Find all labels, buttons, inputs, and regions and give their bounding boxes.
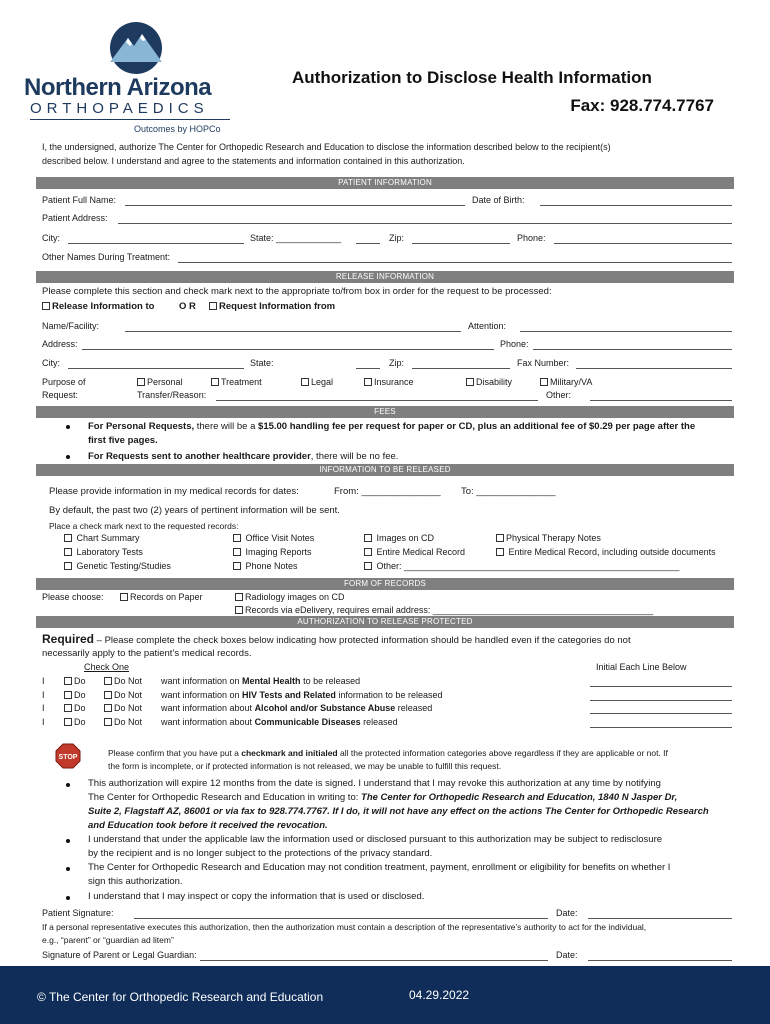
stop-notice-line-2: the form is incomplete, or if protected information is not released, we may be unable to fulfill this request. [108,761,502,771]
record-other-checkbox[interactable] [364,562,372,570]
record-office-checkbox[interactable] [233,534,241,542]
do-not-checkbox[interactable] [104,677,112,685]
fee-personal-requests-cont: first five pages. [88,435,158,446]
record-pt-checkbox[interactable] [496,534,504,542]
term-redisclosure-l2: by the recipient and is no longer subject to the protections of the privacy standard. [88,848,433,859]
record-physical-therapy[interactable]: Physical Therapy Notes [496,533,601,544]
communicable-do[interactable]: Do [64,717,86,728]
patient-zip-label: Zip: [389,233,405,243]
row-marker: I [42,690,45,700]
check-one-label: Check One [84,662,130,672]
communicable-initial-field[interactable] [590,727,732,728]
bullet-icon [66,896,70,900]
purpose-insurance-checkbox[interactable] [364,378,372,386]
row-marker: I [42,717,45,727]
stop-sign-icon [55,743,81,769]
row-marker: I [42,703,45,713]
hiv-text: want information on HIV Tests and Related information to be released [161,690,443,700]
patient-name-field[interactable] [125,205,465,206]
intro-line-2: described below. I understand and agree to the statements and information contained in this authorization. [42,156,465,166]
radiology-cd-option[interactable]: Radiology images on CD [235,592,345,603]
footer-date: 04.29.2022 [409,988,470,1002]
patient-address-field[interactable] [118,223,732,224]
other-names-field[interactable] [178,262,732,263]
edelivery-checkbox[interactable] [235,606,243,614]
alcohol-do[interactable]: Do [64,703,86,714]
section-information-released: INFORMATION TO BE RELEASED [36,464,734,476]
record-entire-outside[interactable]: Entire Medical Record, including outside documents [496,547,716,558]
guardian-signature-date-field[interactable] [588,960,732,961]
guardian-signature-label: Signature of Parent or Legal Guardian: [42,950,197,960]
patient-signature-field[interactable] [134,918,548,919]
alcohol-text: want information about Alcohol and/or Substance Abuse released [161,703,433,713]
communicable-do-not[interactable]: Do Not [104,717,142,728]
record-chart-summary[interactable]: Chart Summary [64,533,140,544]
release-zip-label: Zip: [389,358,405,368]
do-checkbox[interactable] [64,718,72,726]
do-not-checkbox[interactable] [104,704,112,712]
logo-name: Northern Arizona [24,74,212,101]
other-names-label: Other Names During Treatment: [42,252,171,262]
record-entire-medical[interactable]: Entire Medical Record [364,547,465,558]
record-other[interactable]: Other: _______________________________________________________ [364,561,679,572]
do-checkbox[interactable] [64,704,72,712]
purpose-other-label: Other: [546,390,572,400]
section-fees: FEES [36,406,734,418]
initial-each-label: Initial Each Line Below [596,662,687,672]
intro-line-1: I, the undersigned, authorize The Center for Orthopedic Research and Education to disclose the information described below to the recipient(s) [42,142,611,152]
record-genetic-checkbox[interactable] [64,562,72,570]
default-note: By default, the past two (2) years of pertinent information will be sent. [49,505,340,516]
stop-notice-line-1: Please confirm that you have put a checkmark and initialed all the protected information categories above regardless if they are applicable or not. If [108,748,668,758]
purpose-insurance-option[interactable]: Insurance [364,377,414,388]
section-patient-information: PATIENT INFORMATION [36,177,734,189]
patient-name-label: Patient Full Name: [42,195,117,205]
release-phone-field[interactable] [533,349,732,350]
request-from-checkbox[interactable] [209,302,217,310]
attention-field[interactable] [520,331,732,332]
alcohol-initial-field[interactable] [590,713,732,714]
patient-signature-date-label: Date: [556,908,578,918]
term-expiry-l2: The Center for Orthopedic Research and Education in writing to: The Center for Orthopedic Research and Education, 1840 N Jasper Dr, [88,792,678,803]
dob-label: Date of Birth: [472,195,525,205]
term-condition-l1: The Center for Orthopedic Research and Education may not condition treatment, payment, enrollment or eligibility for benefits on whether I [88,862,671,873]
patient-signature-label: Patient Signature: [42,908,114,918]
release-state-field[interactable] [356,368,380,369]
purpose-disability-option[interactable]: Disability [466,377,512,388]
guardian-signature-date-label: Date: [556,950,578,960]
purpose-treatment-checkbox[interactable] [211,378,219,386]
purpose-treatment-option[interactable]: Treatment [211,377,262,388]
purpose-label-1: Purpose of [42,377,86,387]
record-entire-outside-checkbox[interactable] [496,548,504,556]
patient-signature-date-field[interactable] [588,918,732,919]
term-inspect: I understand that I may inspect or copy the information that is used or disclosed. [88,891,425,902]
hiv-initial-field[interactable] [590,700,732,701]
edelivery-option[interactable]: Records via eDelivery, requires email address: ____________________________________________ [235,605,653,616]
purpose-legal-option[interactable]: Legal [301,377,333,388]
do-not-checkbox[interactable] [104,718,112,726]
release-zip-field[interactable] [412,368,510,369]
radiology-cd-checkbox[interactable] [235,593,243,601]
release-fax-label: Fax Number: [517,358,570,368]
patient-address-label: Patient Address: [42,213,108,223]
do-checkbox[interactable] [64,677,72,685]
patient-city-label: City: [42,233,60,243]
term-expiry-l3: Suite 2, Flagstaff AZ, 86001 or via fax to 928.774.7767. If I do, it will not have any effect on the actions The Center for Orthopedic Research [88,806,709,817]
from-date-field[interactable]: From: _______________ [334,486,441,497]
record-images-cd[interactable]: Images on CD [364,533,434,544]
term-redisclosure-l1: I understand that under the applicable law the information used or disclosed pursuant to this authorization may be subject to redisclosure [88,834,663,845]
release-fax-field[interactable] [576,368,732,369]
term-condition-l2: sign this authorization. [88,876,183,887]
mental-health-text: want information on Mental Health to be released [161,676,361,686]
patient-city-field[interactable] [68,243,244,244]
mental-health-initial-field[interactable] [590,686,732,687]
row-marker: I [42,676,45,686]
record-lab-checkbox[interactable] [64,548,72,556]
record-entire-checkbox[interactable] [364,548,372,556]
logo [24,20,244,140]
bullet-icon [66,425,70,429]
term-expiry-l1: This authorization will expire 12 months from the date is signed. I understand that I may revoke this authorization at any time by notifying [88,778,661,789]
please-choose-label: Please choose: [42,592,104,602]
communicable-text: want information about Communicable Diseases released [161,717,398,727]
patient-state-label: State: _____________ [250,233,342,243]
record-chart-checkbox[interactable] [64,534,72,542]
transfer-reason-field[interactable] [216,400,538,401]
representative-note-l2: e.g., “parent” or “guardian ad litem” [42,935,174,945]
records-on-paper-option[interactable]: Records on Paper [120,592,203,603]
logo-tagline: Outcomes by HOPCo [134,124,221,134]
stop-sign-text: STOP [58,754,78,761]
purpose-military-checkbox[interactable] [540,378,548,386]
purpose-legal-checkbox[interactable] [301,378,309,386]
place-check-label: Place a check mark next to the requested records: [49,521,239,531]
section-release-information: RELEASE INFORMATION [36,271,734,283]
fee-personal-requests: For Personal Requests, there will be a $15.00 handling fee per request for paper or CD, plus an additional fee of $0.29 per page after the [88,421,696,432]
dob-field[interactable] [540,205,732,206]
bullet-icon [66,839,70,843]
term-expiry-l4: and Education took before it received the revocation. [88,820,328,831]
bullet-icon [66,867,70,871]
release-address-field[interactable] [82,349,494,350]
release-city-label: City: [42,358,60,368]
record-office-visit[interactable]: Office Visit Notes [233,533,314,544]
patient-phone-field[interactable] [554,243,732,244]
guardian-signature-field[interactable] [200,960,548,961]
required-note-cont: necessarily apply to the patient’s medical records. [42,648,252,659]
record-imaging-checkbox[interactable] [233,548,241,556]
representative-note-l1: If a personal representative executes this authorization, then the authorization must contain a description of the representative’s authority to act for the individual, [42,922,647,932]
hiv-do[interactable]: Do [64,690,86,701]
mental-health-do[interactable]: Do [64,676,86,687]
required-note: Required – Please complete the check boxes below indicating how protected information should be handled even if the categories do not [42,632,631,646]
do-checkbox[interactable] [64,691,72,699]
mental-health-do-not[interactable]: Do Not [104,676,142,687]
hiv-do-not[interactable]: Do Not [104,690,142,701]
release-address-label: Address: [42,339,78,349]
or-label: O R [179,301,196,312]
dates-label: Please provide information in my medical records for dates: [49,486,299,497]
release-to-checkbox[interactable] [42,302,50,310]
section-form-of-records: FORM OF RECORDS [36,578,734,590]
release-phone-label: Phone: [500,339,529,349]
page-title: Authorization to Disclose Health Information [292,68,652,87]
section-authorization-protected: AUTHORIZATION TO RELEASE PROTECTED [36,616,734,628]
record-genetic-testing[interactable]: Genetic Testing/Studies [64,561,171,572]
transfer-reason-label: Transfer/Reason: [137,390,207,400]
purpose-other-field[interactable] [590,400,732,401]
purpose-personal-checkbox[interactable] [137,378,145,386]
patient-zip-field[interactable] [412,243,510,244]
bullet-icon [66,455,70,459]
record-imaging-reports[interactable]: Imaging Reports [233,547,312,558]
record-phone-notes[interactable]: Phone Notes [233,561,298,572]
do-not-checkbox[interactable] [104,691,112,699]
release-instruction: Please complete this section and check mark next to the appropriate to/from box in order for the request to be processed: [42,286,552,297]
record-phone-checkbox[interactable] [233,562,241,570]
request-from-option[interactable]: Request Information from [209,301,335,312]
records-paper-checkbox[interactable] [120,593,128,601]
footer-copyright: © The Center for Orthopedic Research and Education [37,990,324,1004]
purpose-label-2: Request: [42,390,79,400]
mountain-logo-icon [106,22,166,78]
logo-subname: ORTHOPAEDICS [30,100,209,117]
patient-state-field[interactable] [356,243,380,244]
to-date-field[interactable]: To: _______________ [461,486,556,497]
record-images-cd-checkbox[interactable] [364,534,372,542]
alcohol-do-not[interactable]: Do Not [104,703,142,714]
patient-phone-label: Phone: [517,233,546,243]
purpose-disability-checkbox[interactable] [466,378,474,386]
footer [0,966,770,1024]
name-facility-label: Name/Facility: [42,321,100,331]
bullet-icon [66,783,70,787]
name-facility-field[interactable] [125,331,461,332]
attention-label: Attention: [468,321,507,331]
fax-number: Fax: 928.774.7767 [570,96,714,115]
release-to-option[interactable]: Release Information to [42,301,154,312]
fee-healthcare-provider: For Requests sent to another healthcare provider, there will be no fee. [88,451,399,462]
release-city-field[interactable] [68,368,244,369]
purpose-personal-option[interactable]: Personal [137,377,183,388]
purpose-military-option[interactable]: Military/VA [540,377,592,388]
record-laboratory-tests[interactable]: Laboratory Tests [64,547,143,558]
release-state-label: State: [250,358,274,368]
